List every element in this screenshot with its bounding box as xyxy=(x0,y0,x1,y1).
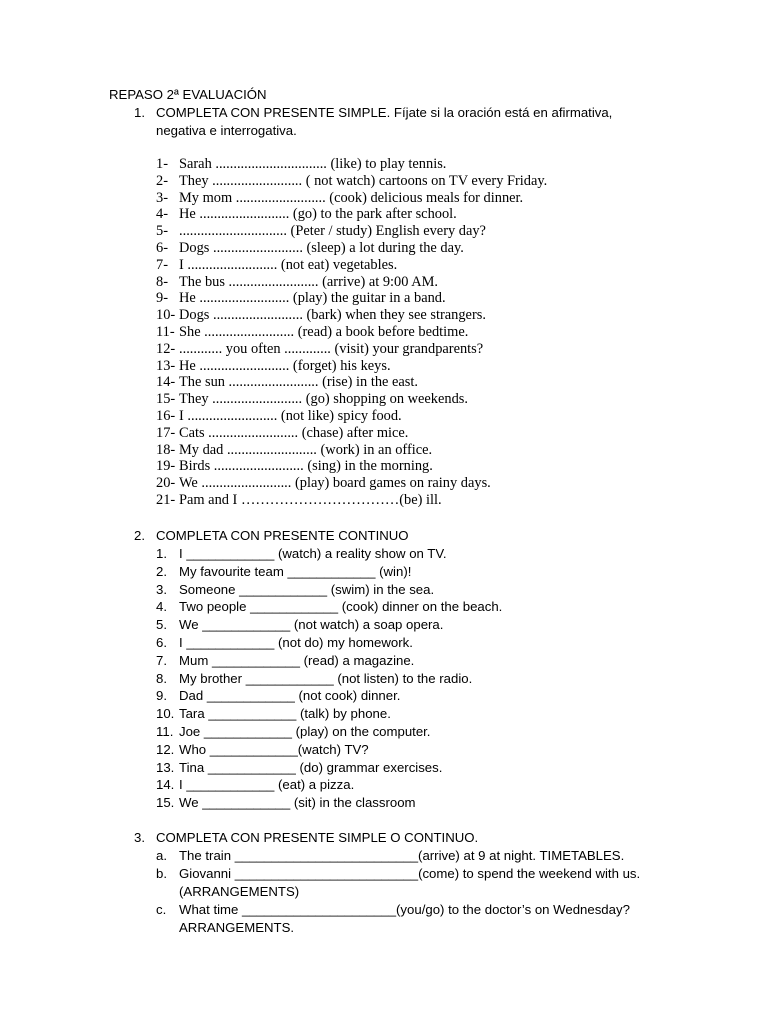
item-number: 9. xyxy=(156,688,167,704)
item-number: 6. xyxy=(156,635,167,650)
section-number: 1. xyxy=(134,105,145,120)
item-number: 14. xyxy=(156,777,175,793)
item-text: Tara ____________ (talk) by phone. xyxy=(179,706,391,722)
item-number: 7. xyxy=(156,652,167,668)
section-number: 3. xyxy=(134,830,145,845)
item-number: 8- xyxy=(156,273,168,290)
item-text: Joe ____________ (play) on the computer. xyxy=(179,724,431,739)
item-text: Birds ......................... (sing) in the morning. xyxy=(179,458,433,475)
item-number: 17- xyxy=(156,424,176,441)
item-text: Dogs ......................... (sleep) a lot during the day. xyxy=(179,240,464,256)
item-text: The train _________________________(arrive) at 9 at night. TIMETABLES. xyxy=(179,848,625,863)
item-number: 20- xyxy=(156,475,176,492)
item-text: Giovanni _________________________(come) to spend the weekend with us. xyxy=(179,866,641,881)
section-heading: COMPLETA CON PRESENTE CONTINUO xyxy=(156,528,409,543)
item-text: My favourite team ____________ (win)! xyxy=(179,563,412,579)
item-text: ............ you often ............. (visit) your grandparents? xyxy=(179,340,484,357)
item-number: 2- xyxy=(156,172,168,189)
section-heading: COMPLETA CON PRESENTE SIMPLE. Fíjate si la oración está en afirmativa, xyxy=(156,105,613,120)
item-number: 1- xyxy=(156,156,168,172)
item-number: 1. xyxy=(156,546,167,561)
item-text: .............................. (Peter / study) English every day? xyxy=(179,223,486,240)
item-text: I ____________ (watch) a reality show on TV. xyxy=(179,546,447,561)
item-text: The sun ......................... (rise) in the east. xyxy=(179,374,418,391)
item-text-cont: ARRANGEMENTS. xyxy=(179,920,295,935)
item-text: Tina ____________ (do) grammar exercises. xyxy=(179,759,443,775)
item-number: 10. xyxy=(156,706,175,722)
item-number: 15- xyxy=(156,391,176,408)
item-text: He ......................... (forget) his keys. xyxy=(179,357,391,374)
section-heading-cont: negativa e interrogativa. xyxy=(156,123,297,138)
item-text: I ____________ (not do) my homework. xyxy=(179,635,413,650)
item-number: 13- xyxy=(156,357,176,374)
item-number: c. xyxy=(156,902,167,917)
item-text: I ......................... (not eat) vegetables. xyxy=(179,256,398,273)
item-text: My dad ......................... (work) in an office. xyxy=(179,441,433,458)
item-text: We ____________ (not watch) a soap opera. xyxy=(179,617,444,633)
item-number: 2. xyxy=(156,563,167,579)
section-heading: COMPLETA CON PRESENTE SIMPLE O CONTINUO. xyxy=(156,830,479,845)
item-text: Cats ......................... (chase) after mice. xyxy=(179,424,409,441)
item-number: b. xyxy=(156,866,167,881)
item-text: We ____________ (sit) in the classroom xyxy=(179,795,416,811)
item-text: My mom ......................... (cook) delicious meals for dinner. xyxy=(179,189,524,206)
item-text: Who ____________(watch) TV? xyxy=(179,741,369,757)
item-text: I ____________ (eat) a pizza. xyxy=(179,777,355,793)
item-number: 5. xyxy=(156,617,167,633)
item-number: 5- xyxy=(156,223,168,240)
item-text: Dad ____________ (not cook) dinner. xyxy=(179,688,401,704)
page-title: REPASO 2ª EVALUACIÓN xyxy=(109,87,267,102)
item-number: 9- xyxy=(156,290,168,307)
item-text: They ......................... ( not watch) cartoons on TV every Friday. xyxy=(179,172,548,189)
item-number: 11- xyxy=(156,324,175,340)
item-number: 13. xyxy=(156,759,175,775)
item-text: Dogs ......................... (bark) when they see strangers. xyxy=(179,307,486,324)
item-number: 11. xyxy=(156,724,174,739)
item-text: She ......................... (read) a book before bedtime. xyxy=(179,324,469,340)
item-text: They ......................... (go) shopping on weekends. xyxy=(179,391,468,408)
item-text: The bus ......................... (arrive) at 9:00 AM. xyxy=(179,273,438,290)
item-number: 19- xyxy=(156,458,176,475)
item-text: I ......................... (not like) spicy food. xyxy=(179,408,402,424)
item-text: Sarah ............................... (like) to play tennis. xyxy=(179,156,447,172)
item-text: We ......................... (play) board games on rainy days. xyxy=(179,475,491,492)
item-number: 7- xyxy=(156,256,168,273)
item-number: 4- xyxy=(156,206,168,223)
item-number: 12. xyxy=(156,741,175,757)
item-text: He ......................... (go) to the park after school. xyxy=(179,206,457,223)
item-text: Someone ____________ (swim) in the sea. xyxy=(179,581,435,597)
item-text: What time _____________________(you/go) to the doctor’s on Wednesday? xyxy=(179,902,630,917)
item-number: 3- xyxy=(156,189,168,206)
item-number: 18- xyxy=(156,441,176,458)
item-text: Pam and I ……………………………(be) ill. xyxy=(179,492,442,508)
item-text: My brother ____________ (not listen) to the radio. xyxy=(179,670,473,686)
item-number: 14- xyxy=(156,374,176,391)
item-number: 12- xyxy=(156,340,176,357)
item-number: 15. xyxy=(156,795,175,811)
item-number: 21- xyxy=(156,492,176,508)
item-number: 16- xyxy=(156,408,176,424)
item-text-cont: (ARRANGEMENTS) xyxy=(179,884,300,899)
item-text: Two people ____________ (cook) dinner on the beach. xyxy=(179,599,503,615)
item-text: He ......................... (play) the guitar in a band. xyxy=(179,290,446,307)
item-number: 8. xyxy=(156,670,167,686)
item-number: a. xyxy=(156,848,167,863)
item-number: 10- xyxy=(156,307,176,324)
section-number: 2. xyxy=(134,528,145,543)
item-text: Mum ____________ (read) a magazine. xyxy=(179,652,415,668)
item-number: 3. xyxy=(156,581,167,597)
item-number: 4. xyxy=(156,599,167,615)
item-number: 6- xyxy=(156,240,168,256)
